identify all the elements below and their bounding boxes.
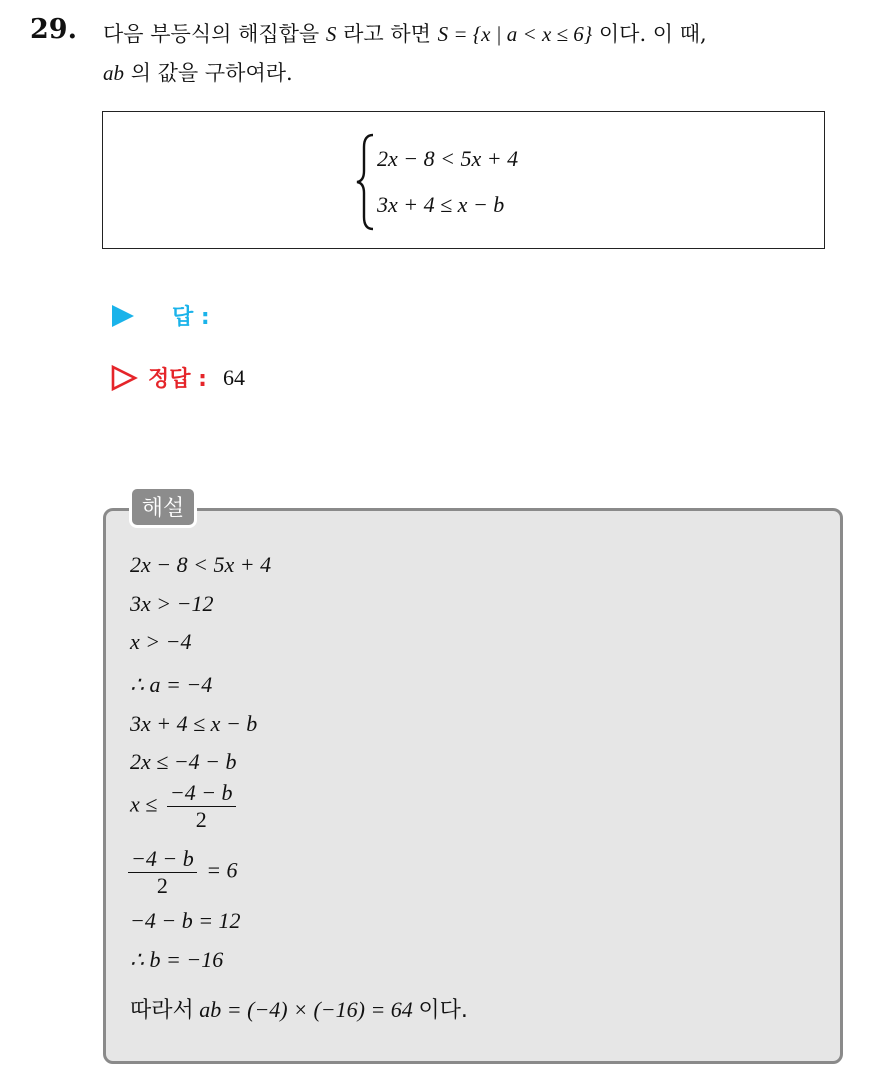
explanation-line: 2x ≤ −4 − b <box>130 749 237 774</box>
correct-answer-row <box>110 362 245 393</box>
question-line-1 <box>103 18 707 48</box>
fraction <box>167 780 236 833</box>
explanation-text: 이다. <box>418 998 468 1023</box>
explanation-line: 2x − 8 < 5x + 4 <box>130 552 272 577</box>
explanation-line: −4 − b = 12 <box>130 908 241 933</box>
question-text: 이다. 이 때, <box>598 22 707 46</box>
answer-label: 답 : <box>172 305 210 330</box>
explanation-fraction-line <box>128 846 238 899</box>
fraction-numerator: −4 − b <box>167 780 236 807</box>
fraction-denominator: 2 <box>156 873 168 898</box>
explanation-line: x > −4 <box>130 629 192 654</box>
explanation-tab: 해설 <box>129 486 197 528</box>
correct-answer-label: 정답 : <box>148 367 207 392</box>
answer-row <box>110 300 226 331</box>
explanation-text: 따라서 <box>130 998 194 1023</box>
product-variable: ab <box>103 61 124 85</box>
fraction-denominator: 2 <box>195 807 207 832</box>
filled-triangle-icon <box>110 303 136 329</box>
explanation-line: ∴ a = −4 <box>130 672 213 697</box>
solution-set: S = {x | a < x ≤ 6} <box>437 22 593 46</box>
explanation-text: = 6 <box>206 857 238 883</box>
explanation-line: 3x > −12 <box>130 591 214 616</box>
inequality-2: 3x + 4 ≤ x − b <box>377 192 505 217</box>
question-text: 라고 하면 <box>343 22 431 46</box>
explanation-conclusion <box>130 993 468 1024</box>
question-line-2 <box>103 57 293 87</box>
fraction-numerator: −4 − b <box>128 846 197 873</box>
left-brace-icon <box>355 133 375 231</box>
question-text: 의 값을 구하여라. <box>130 61 293 85</box>
fraction <box>128 846 197 899</box>
inequality-1: 2x − 8 < 5x + 4 <box>377 146 519 171</box>
question-text: 다음 부등식의 해집합을 <box>103 22 320 46</box>
explanation-text: x ≤ <box>130 791 158 817</box>
explanation-text: ab = (−4) × (−16) = 64 <box>199 997 413 1022</box>
explanation-line: ∴ b = −16 <box>130 947 224 972</box>
inequality-system-box <box>102 111 825 249</box>
explanation-line: 3x + 4 ≤ x − b <box>130 711 258 736</box>
question-number: 29. <box>30 14 77 45</box>
outline-triangle-icon <box>110 364 138 392</box>
correct-answer-value: 64 <box>222 364 245 390</box>
explanation-fraction-line <box>130 780 240 833</box>
set-name: S <box>325 22 337 46</box>
